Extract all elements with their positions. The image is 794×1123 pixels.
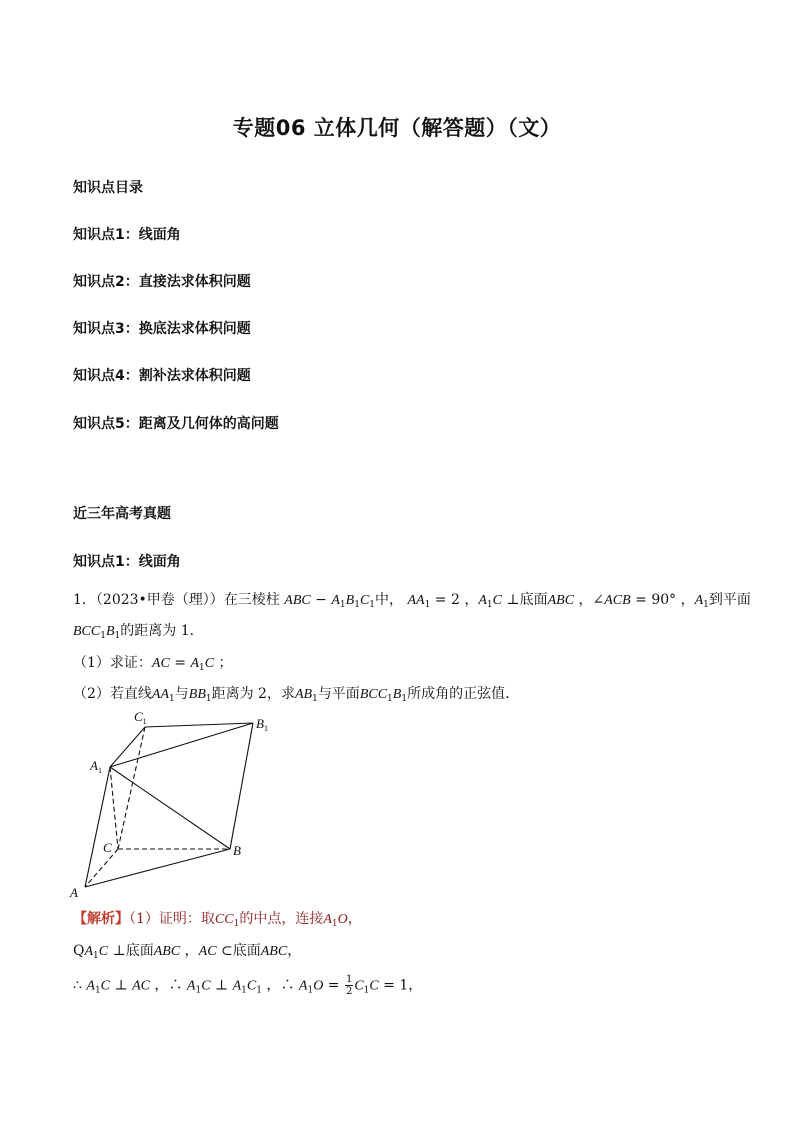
edge-ca-hidden (85, 849, 118, 887)
toc-item-2: 知识点2：直接法求体积问题 (73, 274, 251, 290)
edge-a1b1 (110, 723, 253, 767)
analysis-tag: 【解析】 (73, 911, 129, 927)
fraction-one-half: $\frac{1}{2}$ (345, 974, 353, 997)
problem-part-2: （2）若直线$AA_1$与$BB_1$距离为 2，求$AB_1$与平面$BCC_1B_1$所成角的正弦值． (73, 686, 520, 704)
toc-item-3: 知识点3：换底法求体积问题 (73, 321, 251, 337)
problem-line-2: $BCC_1B_1$的距离为 1． (73, 623, 204, 641)
label-b: B (233, 843, 241, 858)
problem-line-1: 1．（2023•甲卷（理））在三棱柱 ABC − $A_1B_1C_1$中， $AA_1 = 2$ ，$A_1C$ ⊥底面ABC ，∠ACB = 90° ，$A_1$到平面 (73, 592, 751, 610)
problem-source: （2023•甲卷（理）） (95, 592, 224, 608)
solution-line-1: 【解析】（1）证明：取$CC_1$的中点，连接$A_1O$， (73, 911, 362, 929)
edge-aa1 (85, 767, 110, 887)
section-topic: 知识点1：线面角 (73, 554, 181, 570)
edge-a1c1 (110, 727, 145, 767)
problem-part-1: （1）求证：AC = $A_1C$ ； (73, 655, 233, 673)
label-a: A (70, 885, 78, 900)
prism-figure (60, 700, 290, 905)
toc-item-4: 知识点4：割补法求体积问题 (73, 368, 251, 384)
label-c1: $C_1$ (134, 709, 147, 726)
toc-heading: 知识点目录 (73, 180, 143, 196)
label-c: C (103, 840, 112, 855)
edge-bb1 (230, 723, 253, 849)
toc-item-5: 知识点5：距离及几何体的高问题 (73, 416, 279, 432)
toc-item-1: 知识点1：线面角 (73, 227, 181, 243)
edge-c1b1 (145, 723, 253, 727)
page-title: 专题06 立体几何（解答题）（文） (232, 116, 562, 140)
edge-a1c-hidden (110, 767, 118, 849)
section-heading: 近三年高考真题 (73, 506, 171, 522)
edge-a1b (110, 767, 230, 849)
label-a1: $A_1$ (90, 758, 102, 775)
label-b1: $B_1$ (256, 716, 268, 733)
problem-number: 1． (73, 592, 96, 608)
solution-line-2: $QA_1C$ ⊥底面ABC ，AC ⊂底面ABC， (73, 943, 302, 961)
solution-line-3: ∴ $A_1C$ ⊥ AC ，∴ $A_1C$ ⊥ $A_1C_1$ ，∴ $A_1O$ = $\frac{1}{2}$ $C_1C = 1$， (73, 974, 423, 997)
